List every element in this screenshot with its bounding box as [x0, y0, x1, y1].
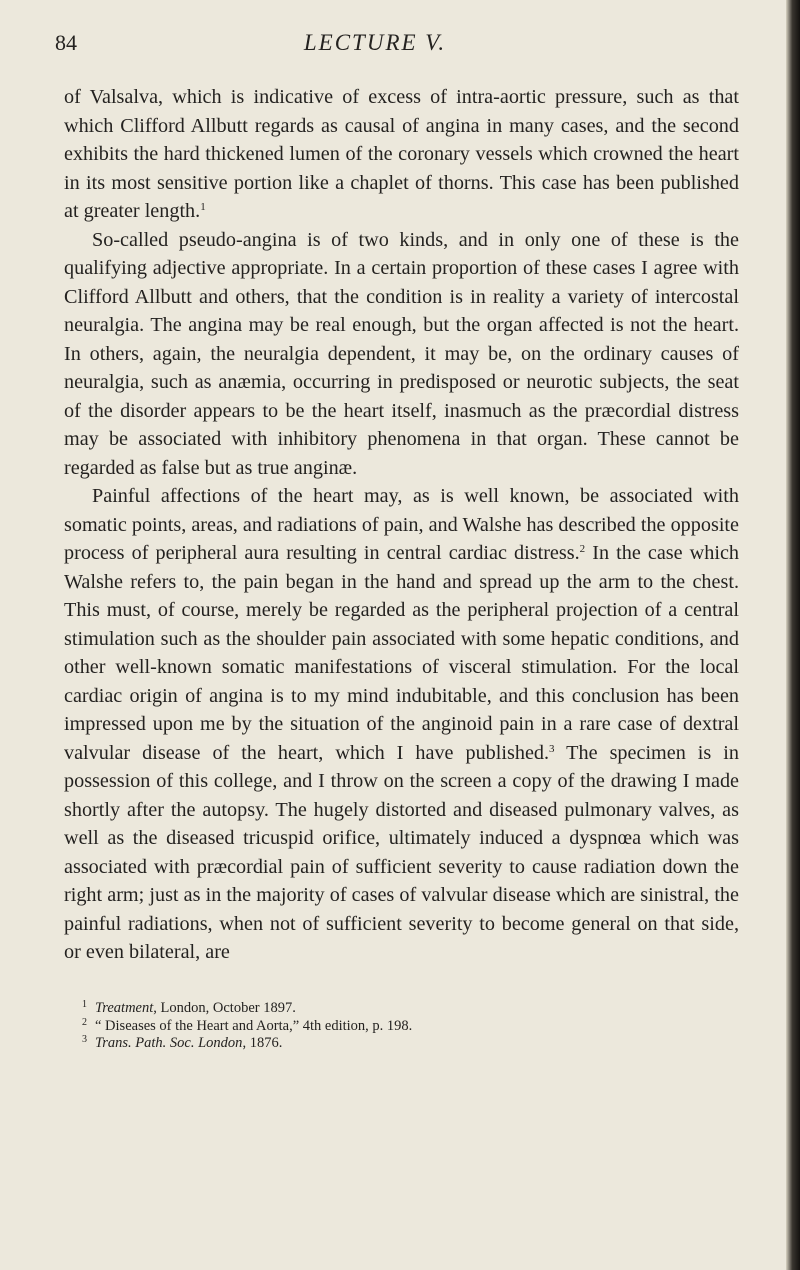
- page-header: [55, 30, 695, 70]
- paragraph-1: [64, 83, 739, 226]
- paragraph-text: The specimen is in possession of this college, and I throw on the screen a copy of the drawing I made shortly after the autopsy. The hugely distorted and diseased pulmonary valves, as well as the diseased tricuspid orifice, ultimately induced a dyspnœa which was associated with præcordial pain of sufficient severity to cause radiation down the right arm; just as in the majority of cases of valvular disease which are sinistral, the painful radiations, when not of sufficient severity to become general on that side, or even bilateral, are: [64, 741, 739, 963]
- footnote-ref-3: 3: [549, 742, 555, 755]
- paragraph-text: In the case which Walshe refers to, the pain began in the hand and spread up the arm to the chest. This must, of course, merely be regarded as the peripheral projection of a central stimulation such as the shoulder pain associated with some hepatic conditions, and other well-known somatic manifestations of visceral stimulation. For the local cardiac origin of angina is to my mind indubitable, and this conclusion has been impressed upon me by the situation of the anginoid pain in a rare case of dextral valvular disease of the heart, which I have published.: [64, 542, 739, 764]
- footnote-number: 3: [82, 1034, 87, 1045]
- footnote-1: [82, 1000, 722, 1018]
- footnote-ref-1: 1: [200, 201, 206, 213]
- footnote-ref-2: 2: [579, 543, 586, 555]
- footnote-title: Trans. Path. Soc. London: [95, 1035, 243, 1051]
- footnote-number: 1: [82, 999, 87, 1010]
- page-number: 84: [55, 30, 77, 55]
- footnote-title: Treatment: [95, 1000, 154, 1016]
- paragraph-2: [64, 226, 739, 483]
- footnote-text: , 1876.: [242, 1035, 283, 1051]
- footnote-text: , London, October 1897.: [153, 1000, 296, 1016]
- paragraph-text: of Valsalva, which is indicative of excess of intra-aortic pressure, such as that which Clifford Allbutt regards as causal of angina in many cases, and the second exhibits the hard thickened lumen of the coronary vessels which crowned the heart in its most sensitive portion like a chaplet of thorns. This case has been published at greater length.: [64, 86, 739, 222]
- paragraph-text: Painful affections of the heart may, as is well known, be associated with somatic points, areas, and radiations of pain, and Walshe has described the opposite process of peripheral aura resulting in central cardiac distress.: [64, 485, 739, 564]
- footnote-2: [82, 1018, 722, 1036]
- footnote-3: [82, 1035, 722, 1053]
- footnote-text: “ Diseases of the Heart and Aorta,” 4th edition, p. 198.: [95, 1017, 413, 1034]
- paragraph-3: [64, 482, 739, 967]
- body-text: [64, 83, 739, 967]
- page-edge-shadow: [786, 0, 800, 1270]
- footnote-number: 2: [82, 1016, 87, 1028]
- paragraph-text: So-called pseudo-angina is of two kinds, and in only one of these is the qualifying adjective appropriate. In a certain proportion of these cases I agree with Clifford Allbutt and others, that the condition is in reality a variety of intercostal neuralgia. The angina may be real enough, but the organ affected is not the heart. In others, again, the neuralgia dependent, it may be, on the ordinary causes of neuralgia, such as anæmia, occurring in predisposed or neurotic subjects, the seat of the disorder appears to be the heart itself, inasmuch as the præcordial distress may be associated with inhibitory phenomena in that organ. These cannot be regarded as false but as true anginæ.: [64, 228, 739, 479]
- running-title: LECTURE V.: [303, 30, 447, 55]
- footnotes: [82, 1000, 722, 1053]
